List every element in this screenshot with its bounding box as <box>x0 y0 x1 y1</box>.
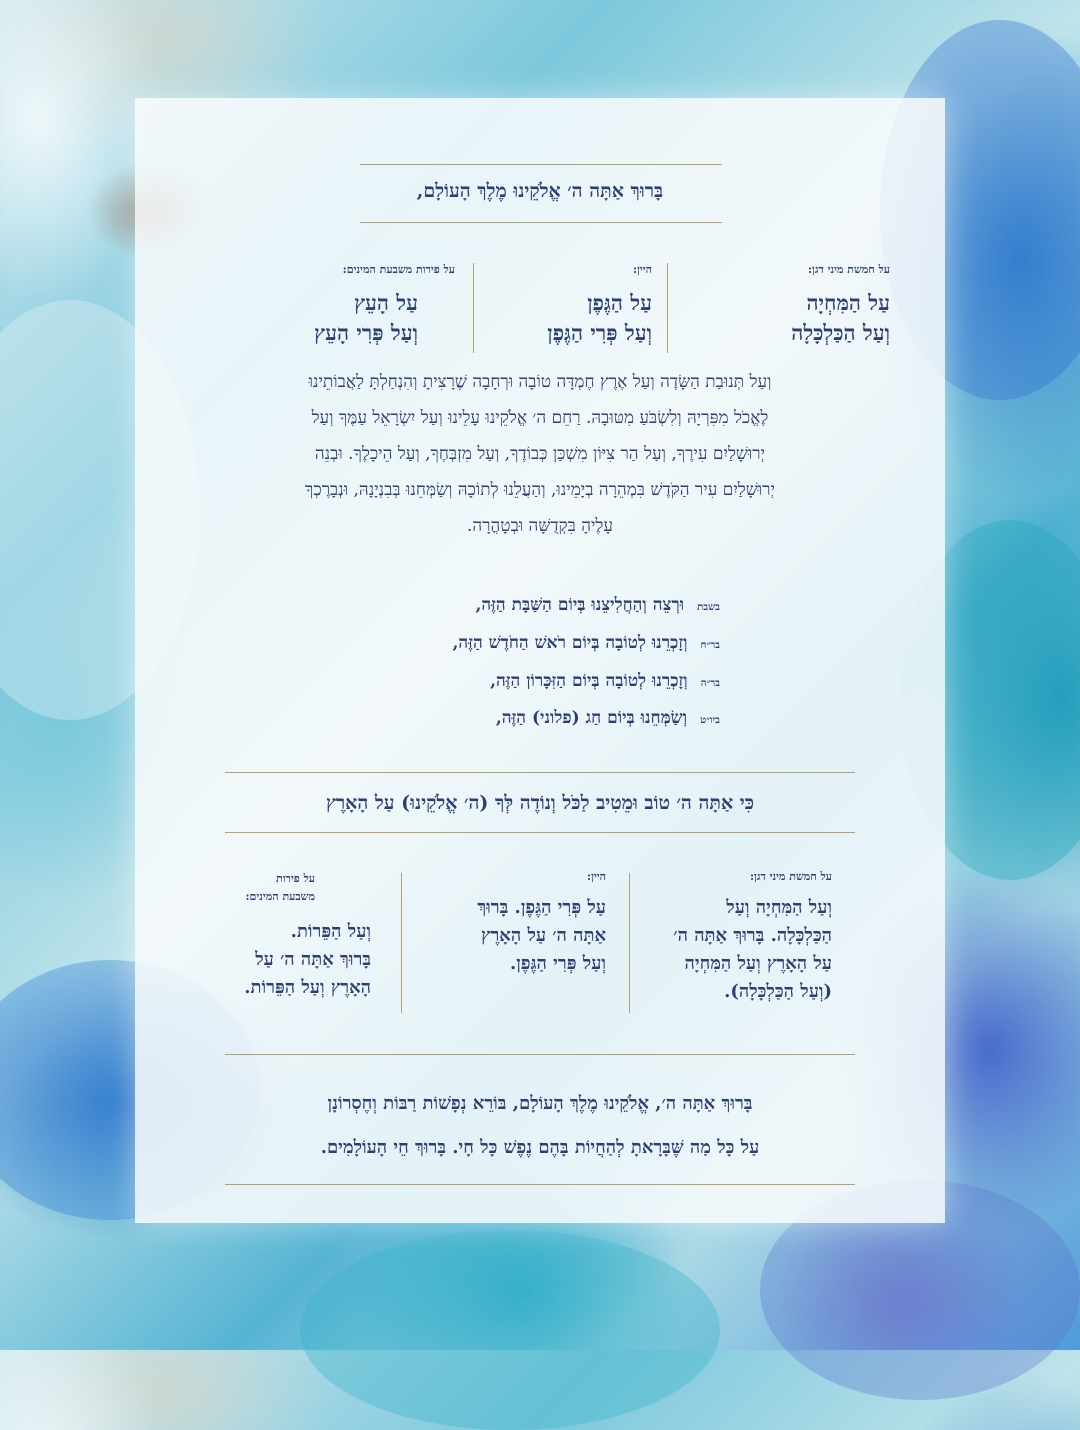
column-label-grain: על חמשת מיני דגן: <box>749 870 832 883</box>
paragraph-line: יְרוּשָׁלַיִם עִיר הַקֹּדֶשׁ בִּמְהֵרָה בְיָמֵינוּ, וְהַעֲלֵנוּ לְתוֹכָהּ וְשַׂמְּחֵנוּ בְּבִנְיָנָהּ, וּנְבָרֶכְךָ <box>305 480 775 500</box>
column-text-fruit <box>225 288 418 348</box>
column-label-grain: על חמשת מיני דגן: <box>807 263 890 276</box>
column-line: עַל הַמִּחְיָה <box>806 290 890 315</box>
insertion-rosh-hashana <box>330 671 720 691</box>
column-line: הָאָרֶץ וְעַל הַפֵּרוֹת. <box>244 977 371 998</box>
divider-below-thanks <box>225 832 855 833</box>
column-line: וְעַל הַכַּלְכָּלָה <box>791 320 890 345</box>
column-line: עַל הָאָרֶץ וְעַל הַמִּחְיָה <box>684 953 832 974</box>
divider-above-closing <box>225 1054 855 1055</box>
column-label-fruit <box>195 870 315 906</box>
insertion-label: בשבת <box>697 602 720 613</box>
column-divider <box>401 873 402 1013</box>
insertion-text: וְזָכְרֵנוּ לְטוֹבָה בְּיוֹם רֹאשׁ הַחֹדֶשׁ הַזֶּה, <box>452 633 688 653</box>
blessing-card <box>135 98 945 1223</box>
divider-bottom <box>225 1184 855 1185</box>
column-line: וְעַל הַמִּחְיָה וְעַל <box>726 897 832 918</box>
paragraph-line: וְעַל תְּנוּבַת הַשָּׂדֶה וְעַל אֶרֶץ חֶמְדָּה טוֹבָה וּרְחָבָה שֶׁרָצִיתָ וְהִנְחַלְתָּ לַאֲבוֹתֵינוּ <box>308 372 772 392</box>
column-line: וְעַל פְּרִי הַגֶּפֶן. <box>509 953 606 974</box>
column-label-wine: היין: <box>587 870 606 883</box>
column-label-line: משבעת המינים: <box>245 890 315 903</box>
column-divider <box>473 263 474 353</box>
column-text-wine <box>480 288 652 348</box>
main-paragraph <box>160 364 920 544</box>
insertion-text: וְזָכְרֵנוּ לְטוֹבָה בְּיוֹם הַזִּכָּרוֹן הַזֶּה, <box>490 671 688 691</box>
insertion-label: בר״ה <box>700 678 720 689</box>
marble-swirl <box>300 1230 720 1430</box>
closing-line: עַל כָּל מַה שֶּׁבָּרָאתָ לְהַחֲיוֹת בָּהֶם נֶפֶשׁ כָּל חָי. בָּרוּךְ חֵי הָעוֹלָמִים. <box>320 1137 760 1158</box>
insertion-label: בר״ח <box>700 640 720 651</box>
column-text-grain <box>680 288 890 348</box>
column-divider <box>667 263 668 353</box>
insertion-text: וְשַׂמְּחֵנוּ בְּיוֹם חַג (פלוני) הַזֶּה, <box>495 708 688 728</box>
column-line: עַל פְּרִי הַגֶּפֶן. בָּרוּךְ <box>477 897 606 918</box>
divider-top <box>360 164 722 165</box>
closing-line: בָּרוּךְ אַתָּה ה׳, אֱלֹקֵינוּ מֶלֶךְ הָעוֹלָם, בּוֹרֵא נְפָשׁוֹת רַבּוֹת וְחֶסְרוֹנָן <box>327 1093 753 1114</box>
column-line: בָּרוּךְ אַתָּה ה׳ עַל <box>255 949 371 970</box>
column-line: אַתָּה ה׳ עַל הָאָרֶץ <box>481 925 606 946</box>
closing-blessing <box>190 1082 890 1170</box>
column-label-wine: היין: <box>633 263 652 276</box>
opening-blessing: בָּרוּךְ אַתָּה ה׳ אֱלֹקֵינוּ מֶלֶךְ הָעוֹלָם, <box>416 180 664 202</box>
column-text-grain <box>630 894 832 1006</box>
divider-below-opening <box>360 222 722 223</box>
paragraph-line: עָלֶיהָ בִּקְדֻשָּׁה וּבְטָהֳרָה. <box>466 516 614 536</box>
column-divider <box>629 873 630 1013</box>
column-line: וְעַל פְּרִי הָעֵץ <box>314 320 418 345</box>
insertion-yom-tov <box>330 708 720 728</box>
column-text-fruit <box>175 918 371 1002</box>
column-line: וְעַל הַפֵּרוֹת. <box>290 921 371 942</box>
paragraph-line: יְרוּשָׁלַיִם עִירֶךָ, וְעַל הַר צִיּוֹן מִשְׁכַּן כְּבוֹדֶךָ, וְעַל מִזְבְּחֶךָ, וְעַל הֵיכָלֶךָ. וּבְנֵה <box>314 444 766 464</box>
column-text-wine <box>410 894 606 978</box>
insertion-text: וּרְצֵה וְהַחֲלִיצֵנוּ בְּיוֹם הַשַּׁבָּת הַזֶּה, <box>475 595 685 615</box>
insertion-shabbat <box>330 595 720 615</box>
column-line: (וְעַל הַכַּלְכָּלָה). <box>724 981 832 1002</box>
column-label-fruit: על פירות משבעת המינים: <box>342 263 455 276</box>
divider-above-thanks <box>225 772 855 773</box>
column-line: וְעַל פְּרִי הַגֶּפֶן <box>547 320 652 345</box>
column-line: עַל הָעֵץ <box>354 290 418 315</box>
column-label-line: על פירות <box>276 872 315 885</box>
column-line: עַל הַגֶּפֶן <box>587 290 652 315</box>
column-line: הַכַּלְכָּלָה. בָּרוּךְ אַתָּה ה׳ <box>673 925 832 946</box>
insertion-label: ביו״ט <box>700 715 720 726</box>
paragraph-line: לֶאֱכֹל מִפִּרְיָהּ וְלִשְׂבֹּעַ מִטּוּבָהּ. רַחֵם ה׳ אֱלֹקֵינוּ עָלֵינוּ וְעַל יִשְׂרָאֵל עַמֶּךָ וְעַל <box>311 408 769 428</box>
insertion-rosh-chodesh <box>330 633 720 653</box>
thanks-line: כִּי אַתָּה ה׳ טוֹב וּמֵטִיב לַכֹּל וְנוֹדֶה לְּךָ (ה׳ אֱלֹקֵינוּ) עַל הָאָרֶץ <box>325 792 755 814</box>
